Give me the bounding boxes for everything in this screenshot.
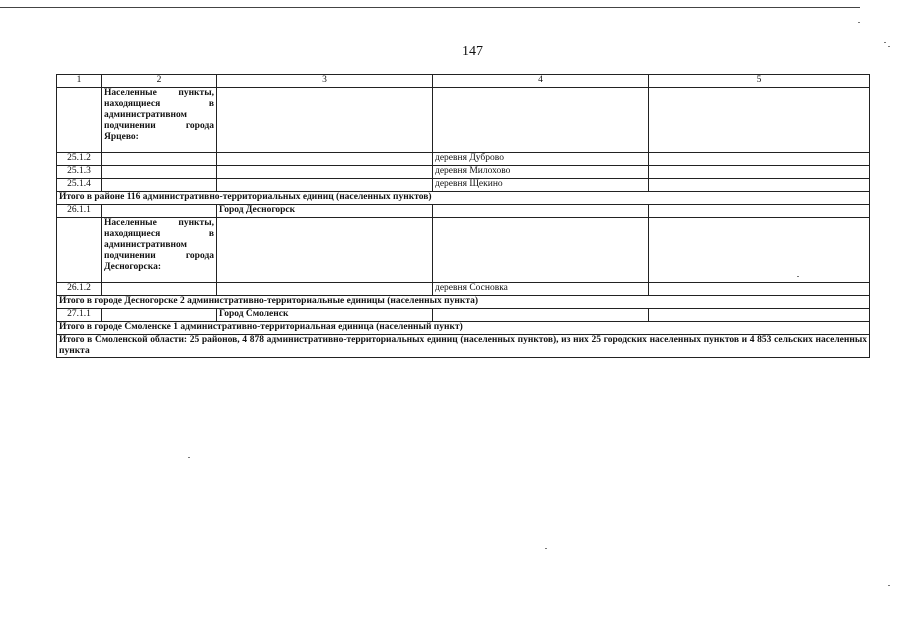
city-name: Город Десногорск <box>217 205 433 218</box>
row-code: 25.1.3 <box>57 166 102 179</box>
top-rule <box>0 7 860 8</box>
total-desnogorsk: Итого в городе Десногорске 2 административно-территориальные единицы (населенных пункта) <box>57 296 870 309</box>
table-row <box>57 218 870 283</box>
table-row <box>57 205 870 218</box>
table-row <box>57 166 870 179</box>
row-code: 25.1.2 <box>57 153 102 166</box>
table-row <box>57 153 870 166</box>
subordination-cell: Населенные пункты, находящиеся в административном подчинении города Десногорска: <box>102 218 217 283</box>
row-code: 26.1.1 <box>57 205 102 218</box>
header-col-1: 1 <box>57 75 102 88</box>
table-row <box>57 179 870 192</box>
total-row <box>57 296 870 309</box>
village-name: деревня Щекино <box>433 179 649 192</box>
header-col-5: 5 <box>649 75 870 88</box>
scan-speck <box>545 548 547 549</box>
total-row <box>57 192 870 205</box>
table-row <box>57 283 870 296</box>
scan-speck <box>797 276 799 277</box>
village-name: деревня Дуброво <box>433 153 649 166</box>
row-code: 27.1.1 <box>57 309 102 322</box>
header-col-2: 2 <box>102 75 217 88</box>
scan-speck <box>884 42 886 43</box>
total-smolensk: Итого в городе Смоленске 1 административно-территориальная единица (населенный пункт) <box>57 322 870 335</box>
scan-speck <box>888 585 890 586</box>
subordination-cell: Населенные пункты, находящиеся в административном подчинении города Ярцево: <box>102 88 217 153</box>
scan-speck <box>188 457 190 458</box>
header-row <box>57 75 870 88</box>
total-row <box>57 335 870 358</box>
total-row <box>57 322 870 335</box>
settlements-table <box>56 74 870 358</box>
table-row <box>57 309 870 322</box>
page-number: 147 <box>462 44 483 59</box>
city-name: Город Смоленск <box>217 309 433 322</box>
village-name: деревня Милохово <box>433 166 649 179</box>
row-code: 25.1.4 <box>57 179 102 192</box>
total-region: Итого в Смоленской области: 25 районов, 4 878 административно-территориальных единиц (населенных пунктов), из них 25 городских населенных пунктов и 4 853 сельских населенных пункта <box>57 335 870 358</box>
row-code: 26.1.2 <box>57 283 102 296</box>
total-district: Итого в районе 116 административно-территориальных единиц (населенных пунктов) <box>57 192 870 205</box>
table-row <box>57 88 870 153</box>
village-name: деревня Сосновка <box>433 283 649 296</box>
scan-speck <box>858 22 860 23</box>
header-col-3: 3 <box>217 75 433 88</box>
header-col-4: 4 <box>433 75 649 88</box>
scan-speck <box>888 46 890 47</box>
